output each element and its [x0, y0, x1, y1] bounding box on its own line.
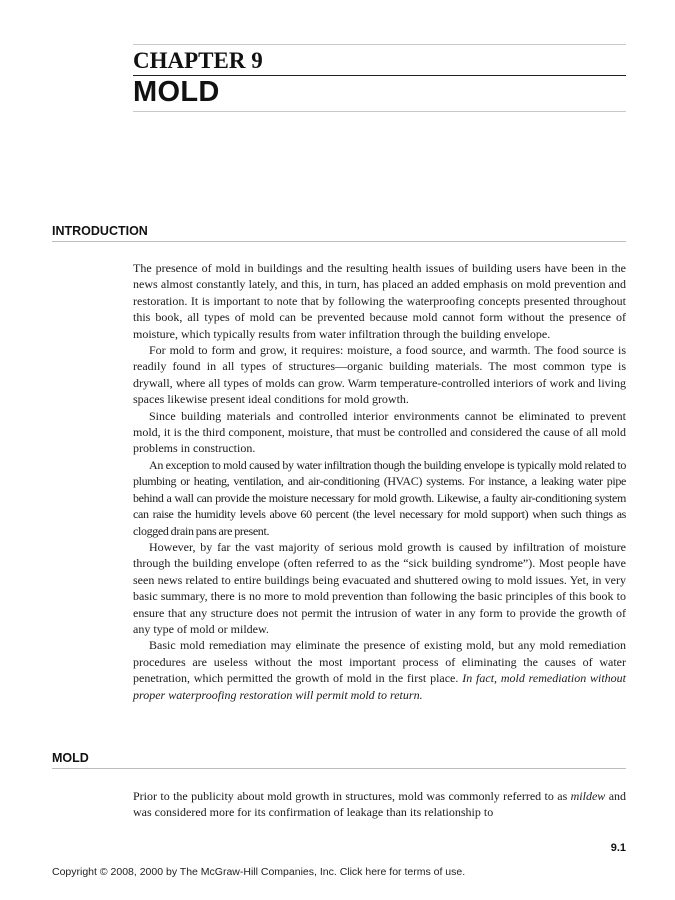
paragraph-text: Prior to the publicity about mold growth in structures, mold was commonly referred to as — [133, 789, 568, 803]
mold-body — [133, 788, 626, 821]
chapter-bottom-rule — [133, 111, 626, 112]
paragraph: However, by far the vast majority of serious mold growth is caused by infiltration of moisture through the building envelope (often referred to as the “sick building syndrome”). Most people have seen news related to entire buildings being evacuated and shuttered owing to mold issues. Yet, in very basic summary, there is no more to mold prevention than following the basic principles of this book to ensure that any structure does not permit the intrusion of water in any form to provide the growth of any type of mold or mildew. — [133, 539, 626, 636]
paragraph-text: Basic mold remediation may eliminate the presence of existing mold, but any mold remediation procedures are useless without the most important process of eliminating the causes of water penetration, which permitted the growth of mold in the first place. — [133, 638, 626, 686]
mildew-term: mildew — [570, 789, 606, 803]
paragraph: An exception to mold caused by water infiltration though the building envelope is typically mold related to plumbing or heating, ventilation, and air-conditioning (HVAC) systems. For instance, a leaking water pipe behind a wall can provide the moisture necessary for mold growth. Likewise, a faulty air-conditioning system can raise the humidity levels above 60 percent (the level necessary for mold support) when such things as clogged drain pans are present. — [133, 457, 626, 538]
chapter-top-rule — [133, 44, 626, 45]
paragraph-text-cont: and was considered more for its confirmation of leakage than its relationship to — [133, 789, 627, 820]
introduction-body — [133, 260, 626, 703]
section-heading-mold: MOLD — [52, 751, 626, 769]
copyright-notice — [52, 866, 465, 878]
chapter-label: CHAPTER 9 — [133, 48, 263, 73]
copyright-text: Copyright © 2008, 2000 by The McGraw-Hill Companies, Inc. — [52, 866, 337, 878]
page-number: 9.1 — [610, 842, 626, 854]
paragraph: For mold to form and grow, it requires: moisture, a food source, and warmth. The food source is readily found in all types of structures—organic building materials. The most common type is drywall, where all types of molds can grow. Warm temperature-controlled interiors of work and living spaces likewise present ideal conditions for mold growth. — [133, 343, 626, 407]
chapter-header — [133, 44, 626, 112]
paragraph: The presence of mold in buildings and the resulting health issues of building users have been in the news almost constantly lately, and this, in turn, has placed an added emphasis on mold prevention and restoration. It is important to note that by following the waterproofing concepts presented throughout this book, all types of mold can be prevented because mold cannot form without the presence of moisture, which typically results from water infiltration through the building envelope. — [133, 261, 626, 341]
chapter-title: MOLD — [133, 76, 220, 108]
emphasis-text: In fact, mold remediation without proper waterproofing restoration will permit mold to return. — [133, 671, 627, 702]
paragraph — [133, 637, 626, 703]
paragraph — [133, 788, 626, 821]
terms-of-use-link[interactable]: Click here for terms of use. — [339, 866, 466, 878]
paragraph: Since building materials and controlled interior environments cannot be eliminated to prevent mold, it is the third component, moisture, that must be controlled and considered the cause of all mold problems in construction. — [133, 408, 626, 456]
section-heading-introduction: INTRODUCTION — [52, 224, 626, 242]
